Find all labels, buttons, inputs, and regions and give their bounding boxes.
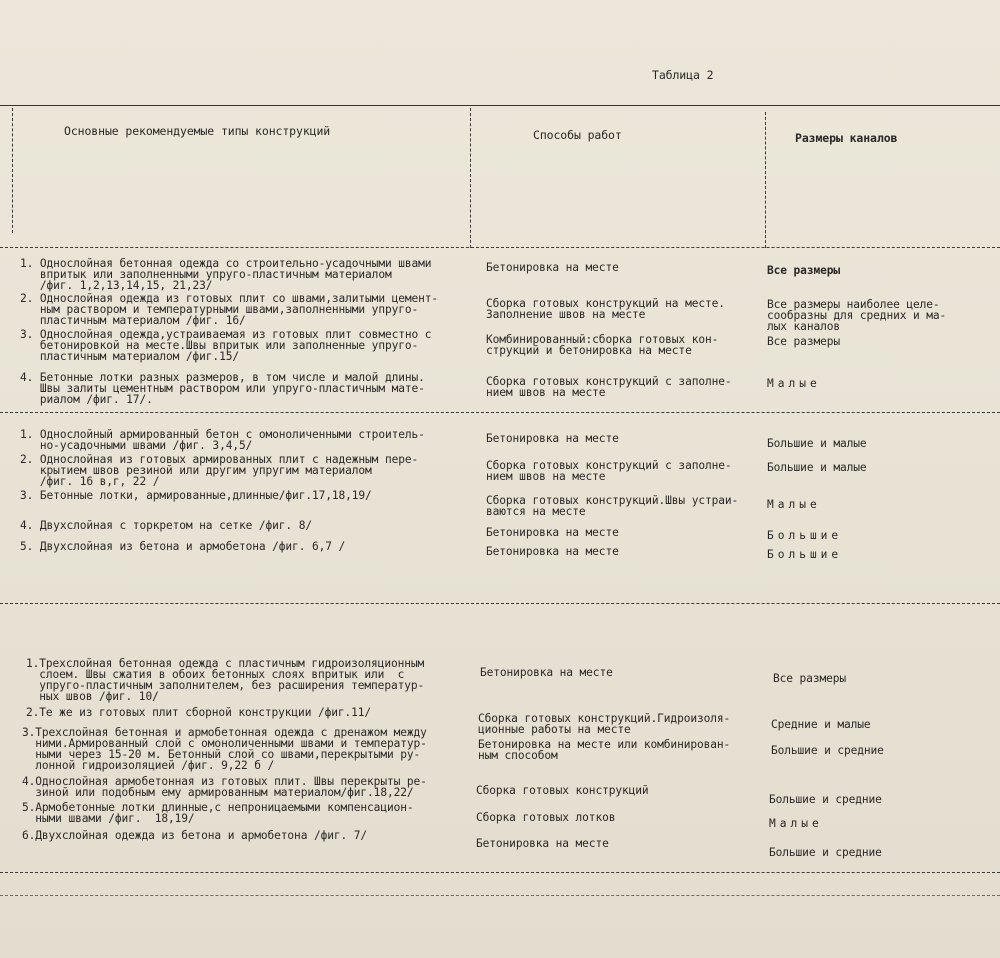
size-line: Большие и малые (767, 437, 867, 450)
construction-line: 3. Бетонные лотки, армированные,длинные/фиг.17,18,19/ (20, 489, 372, 502)
method-line: Сборка готовых конструкций.Швы устраи- (486, 494, 739, 507)
method-line: Сборка готовых конструкций на месте. (486, 297, 725, 310)
column-separator-2 (765, 112, 766, 248)
size-line: Большие (767, 548, 843, 561)
method-line: Бетонировка на месте (476, 837, 609, 850)
construction-line: 3. Однослойная одежда,устраиваемая из готовых плит совместно с (20, 328, 432, 341)
construction-line: ными через 15-20 м. Бетонный слой со швами,перекрытыми ру- (22, 748, 421, 761)
construction-line: Швы залиты цементным раствором или упруго-пластичным мате- (20, 382, 425, 395)
construction-line: пластичным материалом /фиг.15/ (20, 350, 239, 363)
method-line: Сборка готовых конструкций с заполне- (486, 375, 732, 388)
construction-line: ними.Армированный слой с омоноличенными швами и температур- (22, 737, 427, 750)
group-separator-2 (0, 603, 1000, 604)
size-line: Все размеры (767, 335, 840, 348)
method-line: Бетонировка на месте (480, 666, 613, 679)
construction-line: 4.Однослойная армобетонная из готовых плит. Швы перекрыты ре- (22, 775, 427, 788)
construction-line: 5.Армобетонные лотки длинные,с непроницаемыми компенсацион- (22, 801, 414, 814)
construction-line: 2. Однослойная одежда из готовых плит со швами,залитыми цемент- (20, 292, 439, 305)
size-line: Средние и малые (771, 718, 871, 731)
method-line: Бетонировка на месте (486, 261, 619, 274)
method-line: нием швов на месте (486, 386, 606, 399)
construction-line: 1. Однослойный армированный бетон с омоноличенными строитель- (20, 428, 425, 441)
method-line: Бетонировка на месте (486, 545, 619, 558)
size-line: Большие и средние (769, 793, 882, 806)
construction-line: упруго-пластичным заполнителем, без расширения температур- (26, 679, 425, 692)
construction-line: 1.Трехслойная бетонная одежда с пластичным гидроизоляционным (26, 657, 425, 670)
construction-line: ными швами /фиг. 18,19/ (22, 812, 195, 825)
method-line: Сборка готовых лотков (476, 811, 616, 824)
column-separator-1 (470, 108, 471, 248)
method-line: Сборка готовых конструкций (476, 784, 649, 797)
method-line: нием швов на месте (486, 470, 606, 483)
construction-line: слоем. Швы сжатия в обоих бетонных слоях впритык или с (26, 668, 405, 681)
method-line: Бетонировка на месте или комбинирован- (478, 738, 731, 751)
header-constructions: Основные рекомендуемые типы конструкций (64, 124, 331, 138)
method-line: ционные работы на месте (478, 723, 631, 736)
size-line: Большие (767, 529, 843, 542)
size-line: Все размеры (773, 672, 846, 685)
size-line: Все размеры (767, 264, 840, 277)
size-line: Все размеры наиболее целе- (767, 298, 940, 311)
size-line: Большие и средние (769, 846, 882, 859)
header-methods: Способы работ (533, 128, 622, 142)
construction-line: бетонировкой на месте.Швы впритык или заполненные упруго- (20, 339, 419, 352)
method-line: ваются на месте (486, 505, 586, 518)
construction-line: крытием швов резиной или другим упругим материалом (20, 464, 372, 477)
construction-line: 6.Двухслойная одежда из бетона и армобетона /фиг. 7/ (22, 829, 368, 842)
construction-line: зиной или подобным ему армированным материалом/фиг.18,22/ (22, 786, 414, 799)
left-edge-dashes (12, 108, 13, 233)
bottom-rule-lower (0, 895, 1000, 896)
size-line: сообразны для средних и ма- (767, 309, 947, 322)
method-line: Сборка готовых конструкций.Гидроизоля- (478, 712, 731, 725)
method-line: Комбинированный:сборка готовых кон- (486, 333, 719, 346)
size-line: Малые (769, 817, 823, 830)
construction-line: 1. Однослойная бетонная одежда со строительно-усадочными швами (20, 257, 432, 270)
construction-line: 4. Бетонные лотки разных размеров, в том числе и малой длины. (20, 371, 425, 384)
construction-line: 2.Те же из готовых плит сборной конструкции /фиг.11/ (26, 706, 372, 719)
header-bottom-rule (0, 247, 1000, 248)
size-line: Малые (767, 498, 821, 511)
group-separator-1 (0, 412, 1000, 413)
size-line: Большие и средние (771, 744, 884, 757)
construction-line: 5. Двухслойная из бетона и армобетона /фиг. 6,7 / (20, 540, 346, 553)
construction-line: но-усадочными швами /фиг. 3,4,5/ (20, 439, 253, 452)
bottom-rule (0, 872, 1000, 873)
method-line: Бетонировка на месте (486, 432, 619, 445)
construction-line: ных швов /фиг. 10/ (26, 690, 159, 703)
header-channel-sizes: Размеры каналов (795, 131, 898, 145)
construction-line: ным раствором и температурными швами,заполненными упруго- (20, 303, 419, 316)
construction-line: лонной гидроизоляцией /фиг. 9,22 б / (22, 759, 275, 772)
method-line: Сборка готовых конструкций с заполне- (486, 459, 732, 472)
table-title: Таблица 2 (652, 68, 714, 82)
method-line: Заполнение швов на месте (486, 308, 646, 321)
top-rule (0, 105, 1000, 106)
method-line: струкций и бетонировка на месте (486, 344, 692, 357)
construction-line: впритык или заполненными упруго-пластичным материалом (20, 268, 392, 281)
size-line: лых каналов (767, 320, 840, 333)
size-line: Малые (767, 377, 821, 390)
construction-line: 3.Трехслойная бетонная и армобетонная одежда с дренажом между (22, 726, 427, 739)
construction-line: 2. Однослойная из готовых армированных плит с надежным пере- (20, 453, 419, 466)
construction-line: /фиг. 16 в,г, 22 / (20, 475, 160, 488)
construction-line: 4. Двухслойная с торкретом на сетке /фиг. 8/ (20, 519, 312, 532)
construction-line: /фиг. 1,2,13,14,15, 21,23/ (20, 279, 213, 292)
construction-line: риалом /фиг. 17/. (20, 393, 153, 406)
size-line: Большие и малые (767, 461, 867, 474)
method-line: ным способом (478, 749, 558, 762)
method-line: Бетонировка на месте (486, 526, 619, 539)
construction-line: пластичным материалом /фиг. 16/ (20, 314, 246, 327)
